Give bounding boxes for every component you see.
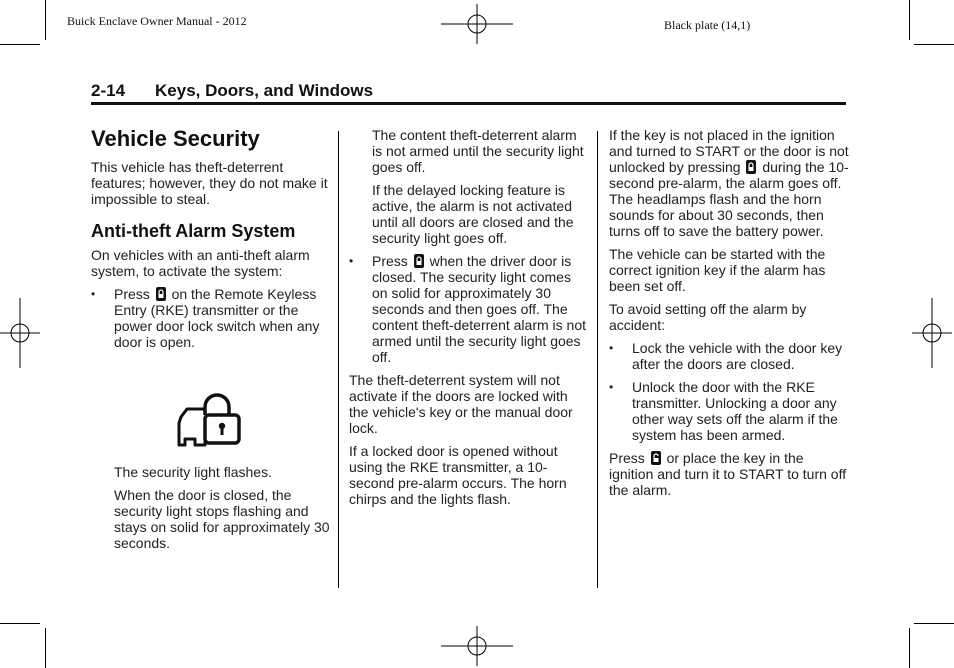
paragraph: On vehicles with an anti-theft alarm system, to activate the system:: [91, 247, 310, 279]
registration-mark-icon: [0, 298, 40, 368]
page-number: 2-14: [91, 81, 126, 100]
manual-title: Buick Enclave Owner Manual - 2012: [67, 14, 247, 28]
bullet: •: [609, 380, 614, 394]
paragraph: To avoid setting off the alarm by accident:: [609, 301, 807, 333]
intro-paragraph: This vehicle has theft-deterrent features; however, they do not make it impossible to steal.: [91, 159, 328, 207]
paragraph: The vehicle can be started with the correct ignition key if the alarm has been set off.: [609, 246, 826, 294]
crop-mark: [909, 0, 910, 40]
security-light-figure: [91, 393, 331, 452]
list-item: • Press on the Remote Keyless Entry (RKE) transmitter or the power door lock switch when any door is open.: [91, 286, 320, 350]
paragraph: When the door is closed, the security light stops flashing and stays on solid for approximately 30 seconds.: [114, 487, 330, 551]
section-title: [91, 81, 373, 101]
chapter-title: Keys, Doors, and Windows: [155, 81, 374, 100]
paragraph: Press or place the key in the ignition and turn it to START to turn off the alarm.: [609, 450, 847, 498]
bullet: •: [349, 254, 354, 268]
page-heading: Vehicle Security: [91, 126, 260, 151]
registration-mark-icon: [441, 4, 513, 44]
crop-mark: [909, 628, 910, 668]
column-3: [609, 127, 849, 505]
lock-icon: [414, 254, 424, 268]
bullet: •: [609, 341, 614, 355]
header-rule: [91, 102, 846, 105]
crop-mark: [45, 0, 46, 40]
crop-mark: [914, 623, 954, 624]
list-item: • Unlock the door with the RKE transmitter. Unlocking a door any other way sets off the alarm if the system has been armed.: [609, 379, 838, 443]
list-item: • Lock the vehicle with the door key after the doors are closed.: [609, 340, 843, 372]
registration-mark-icon: [441, 626, 513, 666]
plate-label: Black plate (14,1): [664, 18, 751, 32]
paragraph: If the key is not placed in the ignition and turned to START or the door is not unlocked by pressing during the 10-second pre-alarm, the alarm goes off. The headlamps flash and the horn sounds for about 30 seconds, then turns off to save the battery power.: [609, 127, 849, 239]
column-2: [349, 127, 589, 514]
paragraph: If a locked door is opened without using the RKE transmitter, a 10-second pre-alarm occurs. The horn chirps and the lights flash.: [349, 443, 567, 507]
paragraph: If the delayed locking feature is active, the alarm is not activated until all doors are closed and the security light goes off.: [372, 182, 574, 246]
bullet: •: [91, 287, 96, 301]
subheading: Anti-theft Alarm System: [91, 221, 296, 241]
paragraph: The security light flashes.: [114, 464, 272, 480]
crop-mark: [0, 623, 40, 624]
crop-mark: [45, 628, 46, 668]
column-divider: [338, 131, 339, 588]
registration-mark-icon: [912, 298, 952, 368]
crop-mark: [0, 44, 40, 45]
paragraph: The content theft-deterrent alarm is not armed until the security light goes off.: [372, 127, 584, 175]
lock-icon: [746, 160, 756, 174]
crop-mark: [914, 44, 954, 45]
column-divider: [597, 131, 598, 588]
column-1: [91, 127, 331, 558]
paragraph: The theft-deterrent system will not activate if the doors are locked with the vehicle's key or the manual door lock.: [349, 372, 573, 436]
unlock-icon: [651, 451, 661, 465]
lock-icon: [156, 287, 166, 301]
list-item: • Press when the driver door is closed. The security light comes on solid for approximately 30 seconds and then goes off. The content theft-deterrent alarm is not armed until the security light goes off.: [349, 253, 586, 365]
security-light-icon: [175, 393, 245, 449]
